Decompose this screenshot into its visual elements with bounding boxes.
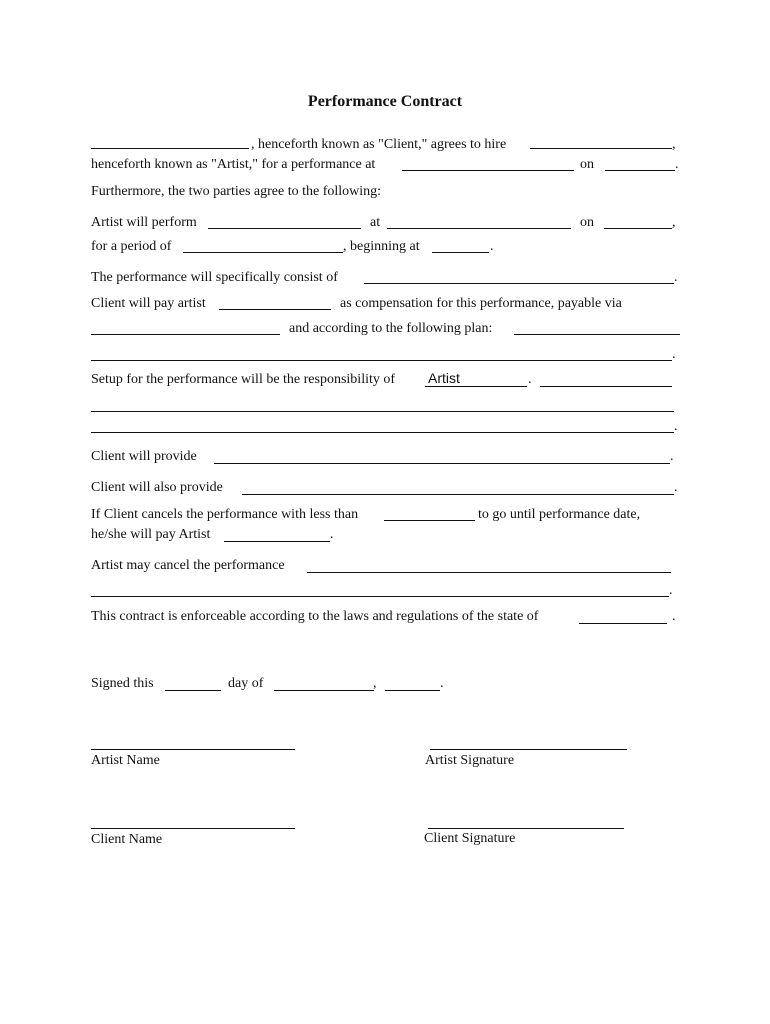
on-text-2: on [580, 215, 594, 230]
artist-signature-line[interactable] [430, 749, 627, 750]
punct: . [490, 239, 494, 254]
plan-text: and according to the following plan: [289, 321, 493, 336]
performance-date-field[interactable] [605, 170, 675, 171]
punct: , [373, 676, 377, 691]
client-name-line[interactable] [91, 828, 295, 829]
signed-year-field[interactable] [385, 690, 440, 691]
artist-cancel-text: Artist may cancel the performance [91, 558, 285, 573]
setup-details-continued-field[interactable] [91, 411, 674, 412]
artist-name-line[interactable] [91, 749, 295, 750]
punct: . [675, 157, 679, 172]
consist-text: The performance will specifically consist of [91, 270, 338, 285]
start-time-field[interactable] [432, 252, 489, 253]
client-signature-label: Client Signature [424, 831, 516, 846]
punct: . [670, 449, 674, 464]
client-pay-text: Client will pay artist [91, 296, 206, 311]
period-duration-field[interactable] [183, 252, 343, 253]
day-of-text: day of [228, 676, 264, 691]
signed-this-text: Signed this [91, 676, 154, 691]
client-also-provide-field[interactable] [242, 494, 674, 495]
punct: . [672, 347, 676, 362]
performance-details-field[interactable] [364, 283, 674, 284]
cancellation-notice-field[interactable] [384, 520, 475, 521]
at-text: at [370, 215, 381, 230]
period-of-text: for a period of [91, 239, 172, 254]
payment-plan-field[interactable] [514, 334, 680, 335]
cancellation-fee-field[interactable] [224, 541, 330, 542]
artist-name-label: Artist Name [91, 753, 160, 768]
compensation-text: as compensation for this performance, payable via [340, 296, 622, 311]
payment-method-field[interactable] [91, 334, 280, 335]
client-name-field[interactable] [91, 148, 249, 149]
punct: . [672, 609, 676, 624]
punct: . [669, 583, 673, 598]
payment-plan-continued-field[interactable] [91, 360, 672, 361]
signed-month-field[interactable] [274, 690, 374, 691]
enforceable-text: This contract is enforceable according to the laws and regulations of the state of [91, 609, 539, 624]
artist-cancel-field[interactable] [307, 572, 671, 573]
beginning-text: , beginning at [343, 239, 420, 254]
setup-details-continued-field-2[interactable] [91, 432, 674, 433]
performance-location-field[interactable] [387, 228, 571, 229]
performance-venue-field[interactable] [402, 170, 574, 171]
client-provide-text: Client will provide [91, 449, 197, 464]
punct: . [674, 270, 678, 285]
to-go-text: to go until performance date, [478, 507, 641, 522]
punct: . [330, 527, 334, 542]
artist-hired-field[interactable] [530, 148, 672, 149]
furthermore-text: Furthermore, the two parties agree to the following: [91, 184, 382, 199]
client-also-provide-text: Client will also provide [91, 480, 223, 495]
client-name-label: Client Name [91, 832, 163, 847]
state-field[interactable] [579, 623, 667, 624]
client-signature-line[interactable] [428, 828, 624, 829]
hire-text: , henceforth known as "Client," agrees to hire [251, 137, 507, 152]
client-cancels-text: If Client cancels the performance with less than [91, 507, 359, 522]
artist-cancel-continued-field[interactable] [91, 596, 669, 597]
setup-details-field[interactable] [540, 386, 672, 387]
punct: , [672, 137, 676, 152]
artist-signature-label: Artist Signature [425, 753, 515, 768]
punct: . [528, 372, 532, 387]
setup-text: Setup for the performance will be the responsibility of [91, 372, 396, 387]
punct: . [440, 676, 444, 691]
setup-responsibility-field[interactable] [425, 386, 527, 387]
punct: . [674, 419, 678, 434]
artist-perform-text: Artist will perform [91, 215, 197, 230]
artist-known-text: henceforth known as "Artist," for a performance at [91, 157, 376, 172]
signed-day-field[interactable] [165, 690, 221, 691]
compensation-amount-field[interactable] [219, 309, 331, 310]
pay-artist-text: he/she will pay Artist [91, 527, 211, 542]
client-provide-field[interactable] [214, 463, 670, 464]
performance-date-field-2[interactable] [604, 228, 672, 229]
punct: . [674, 480, 678, 495]
page-title: Performance Contract [307, 93, 463, 110]
on-text: on [580, 157, 594, 172]
performance-type-field[interactable] [208, 228, 361, 229]
punct: , [672, 215, 676, 230]
setup-responsibility-value: Artist [428, 370, 460, 386]
